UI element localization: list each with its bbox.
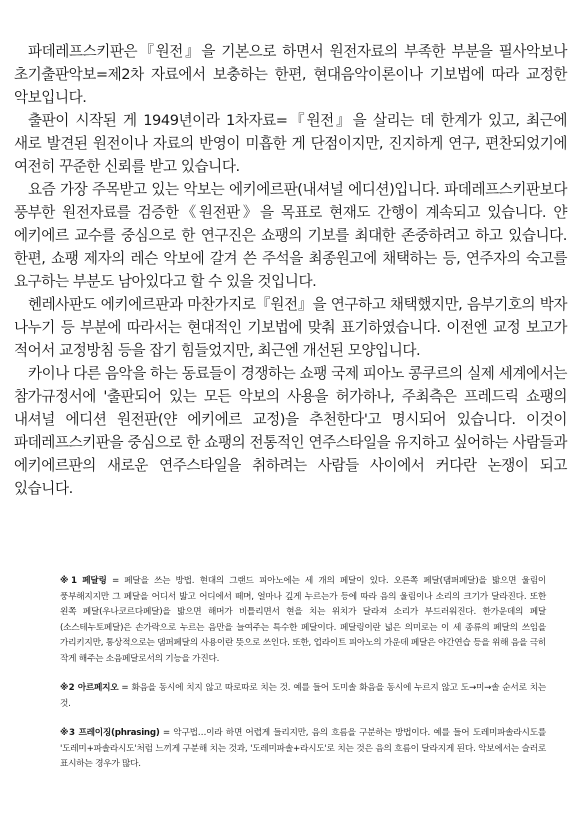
main-text <box>14 40 567 500</box>
footnote-text: = 악구법…이라 하면 어렵게 들리지만, 음의 흐름을 구분하는 방법이다. 예를 들어 도레미파솔라시도를 '도레미+파솔라시도'처럼 느끼게 구분해 치는 것과, '도레미파솔+라시도'로 치는 것은 음의 흐름이 달라지게 된다. 악보에서는 슬러로 표시하는 경우가 많다. <box>60 728 546 769</box>
footnote-arpeggio <box>60 681 546 712</box>
paragraph-publication-limits: 출판이 시작된 게 1949년이라 1차자료=『원전』을 살리는 데 한계가 있고, 최근에 새로 발견된 원전이나 자료의 반영이 미흡한 게 단점이지만, 진지하게 연구, 편찬되었기에 여전히 꾸준한 신뢰를 받고 있습니다. <box>14 112 567 175</box>
paragraph-ekier-edition: 요즘 가장 주목받고 있는 악보는 에키에르판(내셔널 에디션)입니다. 파데레프스키판보다 풍부한 원전자료를 검증한《원전판》을 목표로 현재도 간행이 계속되고 있습니다. 얀 에키에르 교수를 중심으로 한 연구진은 쇼팽의 기보를 최대한 존중하려고 하고 있습니다. 한편, 쇼팽 제자의 레슨 악보에 갈겨 쓴 주석을 최종원고에 채택하는 등, 연주자의 숙고를 요구하는 부분도 남아있다고 할 수 있을 것입니다. <box>14 181 567 290</box>
footnote-term: ※3 프레이징(phrasing) <box>60 728 160 738</box>
footnote-pedaling <box>60 574 546 667</box>
footnote-phrasing <box>60 726 546 773</box>
footnote-text: = 페달을 쓰는 방법. 현대의 그랜드 피아노에는 세 개의 페달이 있다. 오른쪽 페달(댐퍼페달)을 밟으면 울림이 풍부해지지만 그 페달을 어디서 밟고 어디에서 떼며, 얼마나 깊게 누르는가 등에 따라 음의 울림이나 소리의 크기가 달라진다. 또한 왼쪽 페달(우나코르다페달)을 밟으면 해머가 비틀리면서 현을 치는 위치가 달라져 소리가 부드러워진다. 한가운데의 페달(소스테누토페달)은 손가락으로 누르는 음만을 늘여주는 특수한 페달이다. 페달링이란 넓은 의미로는 이 세 종류의 페달의 쓰임을 가리키지만, 통상적으로는 댐퍼페달의 사용이란 뜻으로 쓰인다. 또한, 업라이트 피아노의 가운데 페달은 야간연습 등을 위해 음을 극히 작게 해주는 소음페달로서의 기능을 가진다. <box>60 576 546 664</box>
paragraph-paderewski-edition: 파데레프스키판은『원전』을 기본으로 하면서 원전자료의 부족한 부분을 필사악보나 초기출판악보=제2차 자료에서 보충하는 한편, 현대음악이론이나 기보법에 따라 교정한 악보입니다. <box>14 43 567 106</box>
footnote-text: = 화음을 동시에 치지 않고 따로따로 치는 것. 예를 들어 도미솔 화음을 동시에 누르지 않고 도→미→솔 순서로 치는 것. <box>60 683 546 709</box>
footnote-term: ※1 페달링 <box>60 576 107 586</box>
footnotes <box>60 574 546 787</box>
paragraph-henle-edition: 헨레사판도 에키에르판과 마찬가지로『원전』을 연구하고 채택했지만, 음부기호의 박자 나누기 등 부분에 따라서는 현대적인 기보법에 맞춰 표기하였습니다. 이전엔 교정 보고가 적어서 교정방침 등을 잡기 힘들었지만, 최근엔 개선된 모양입니다. <box>14 296 567 359</box>
footnote-term: ※2 아르페지오 <box>60 683 119 693</box>
paragraph-chopin-competition: 카이나 다른 음악을 하는 동료들이 경쟁하는 쇼팽 국제 피아노 콩쿠르의 실제 세계에서는 참가규정서에 '출판되어 있는 모든 악보의 사용을 허가하나, 주최측은 프레드릭 쇼팽의 내셔널 에디션 원전판(얀 에키에르 교정)을 추천한다'고 명시되어 있습니다. 이것이 파데레프스키판을 중심으로 한 쇼팽의 전통적인 연주스타일을 유지하고 싶어하는 사람들과 에키에르판의 새로운 연주스타일을 취하려는 사람들 사이에서 커다란 논쟁이 되고 있습니다. <box>14 365 567 497</box>
